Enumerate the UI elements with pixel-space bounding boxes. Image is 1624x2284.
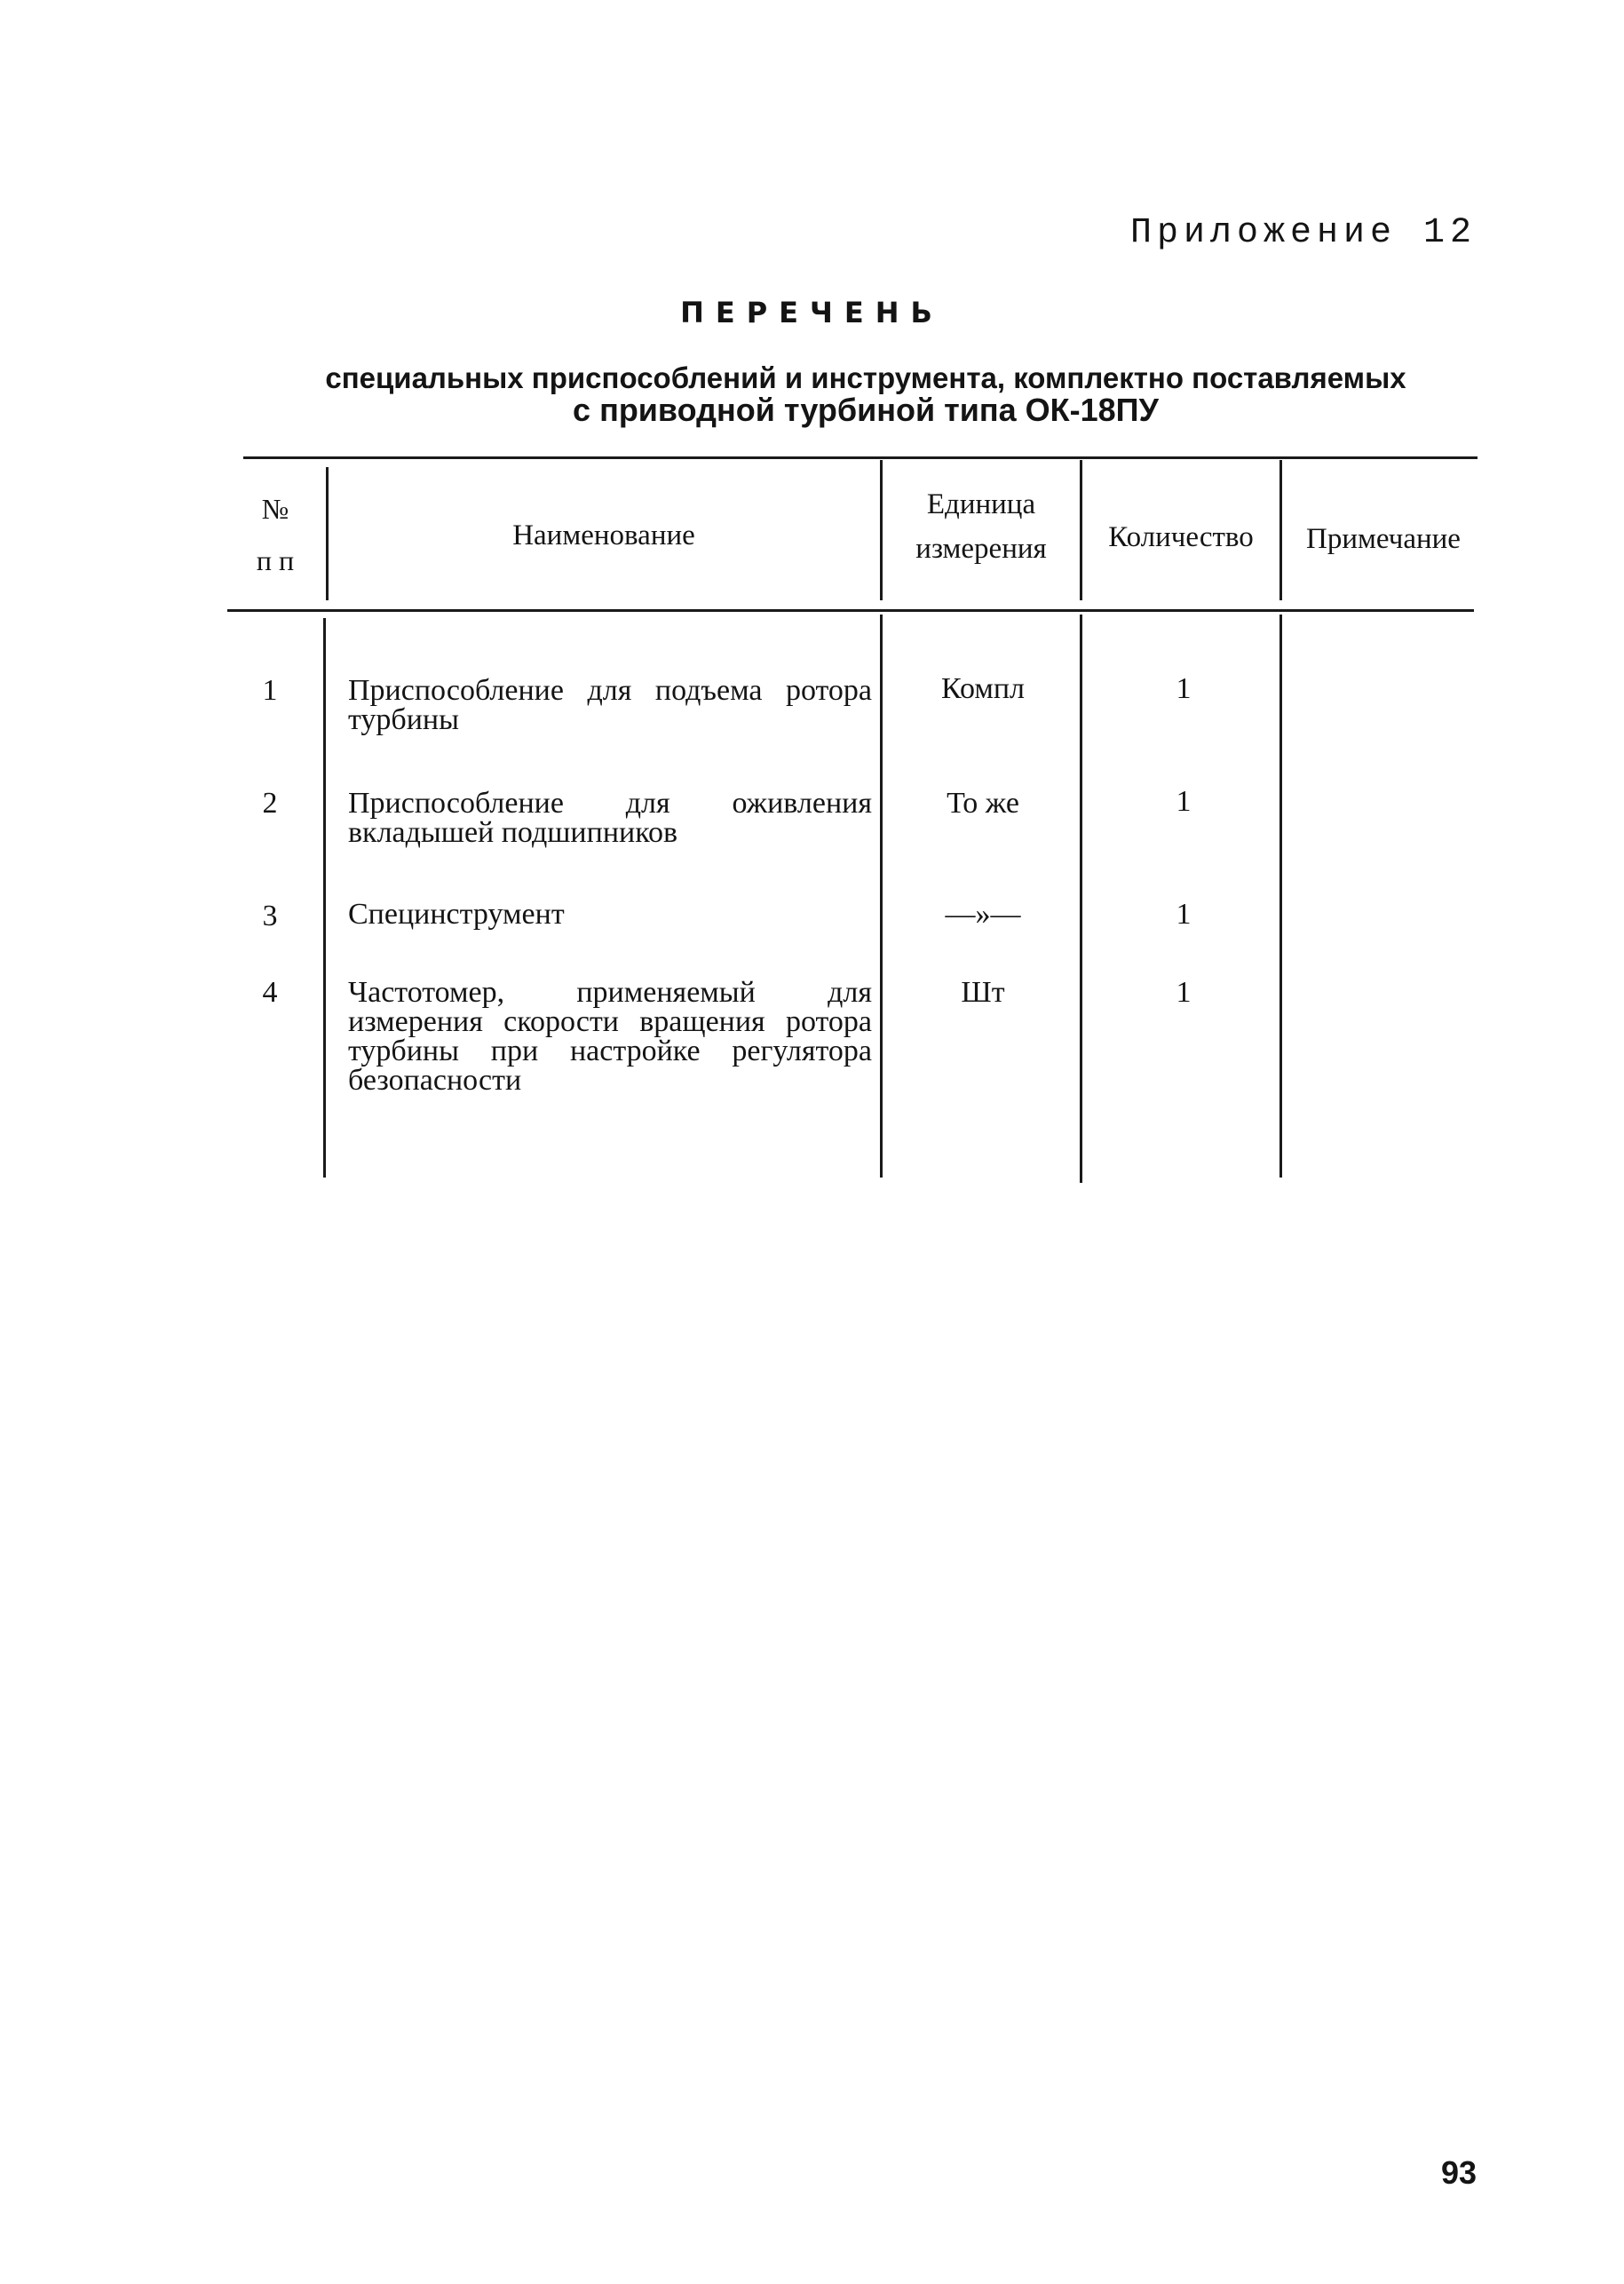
- column-header-unit-line1: Единица: [926, 488, 1036, 520]
- row-number: 3: [262, 900, 278, 932]
- row-name: Приспособление для оживления вкладышей подшипников: [348, 787, 872, 849]
- row-name: Приспособление для подъема ротора турбины: [348, 674, 872, 736]
- row-number: 1: [262, 674, 278, 707]
- row-name: Частотомер, применяемый для измерения скорости вращения ротора турбины при настройке регулятора безопасности: [348, 976, 872, 1097]
- body-divider-2: [880, 615, 883, 1178]
- row-unit: Шт: [961, 976, 1005, 1009]
- column-header-unit: [883, 482, 1080, 571]
- page-number: 93: [1440, 2154, 1477, 2191]
- body-divider-3: [1080, 615, 1082, 1183]
- row-quantity: 1: [1176, 976, 1192, 1009]
- column-header-quantity: Количество: [1108, 521, 1254, 553]
- row-quantity: 1: [1176, 785, 1192, 818]
- column-header-number-line1: №: [261, 493, 289, 525]
- subtitle-line-2: с приводной турбиной типа ОК-18ПУ: [573, 392, 1159, 428]
- table-top-rule: [243, 456, 1477, 459]
- row-name: Специнструмент: [348, 898, 565, 931]
- body-divider-4: [1279, 615, 1282, 1178]
- document-subtitle: [293, 362, 1438, 426]
- header-bottom-rule: [227, 609, 1474, 612]
- column-header-name: Наименование: [512, 519, 695, 551]
- appendix-label: Приложение 12: [1129, 213, 1477, 253]
- row-number: 2: [262, 787, 278, 820]
- column-header-number-line2: п п: [256, 544, 295, 576]
- row-unit: То же: [947, 787, 1019, 820]
- column-header-unit-line2: измерения: [915, 533, 1047, 565]
- body-divider-1: [323, 618, 326, 1178]
- row-unit: Компл: [940, 672, 1025, 705]
- document-title: ПЕРЕЧЕНЬ: [680, 296, 944, 329]
- column-header-number: [240, 483, 311, 586]
- subtitle-line-1: специальных приспособлений и инструмента, комплектно поставляемых: [325, 361, 1406, 394]
- row-unit: —»—: [945, 898, 1021, 931]
- column-header-note: Примечание: [1306, 523, 1461, 555]
- row-quantity: 1: [1176, 898, 1192, 931]
- row-quantity: 1: [1176, 672, 1192, 705]
- row-number: 4: [262, 976, 278, 1009]
